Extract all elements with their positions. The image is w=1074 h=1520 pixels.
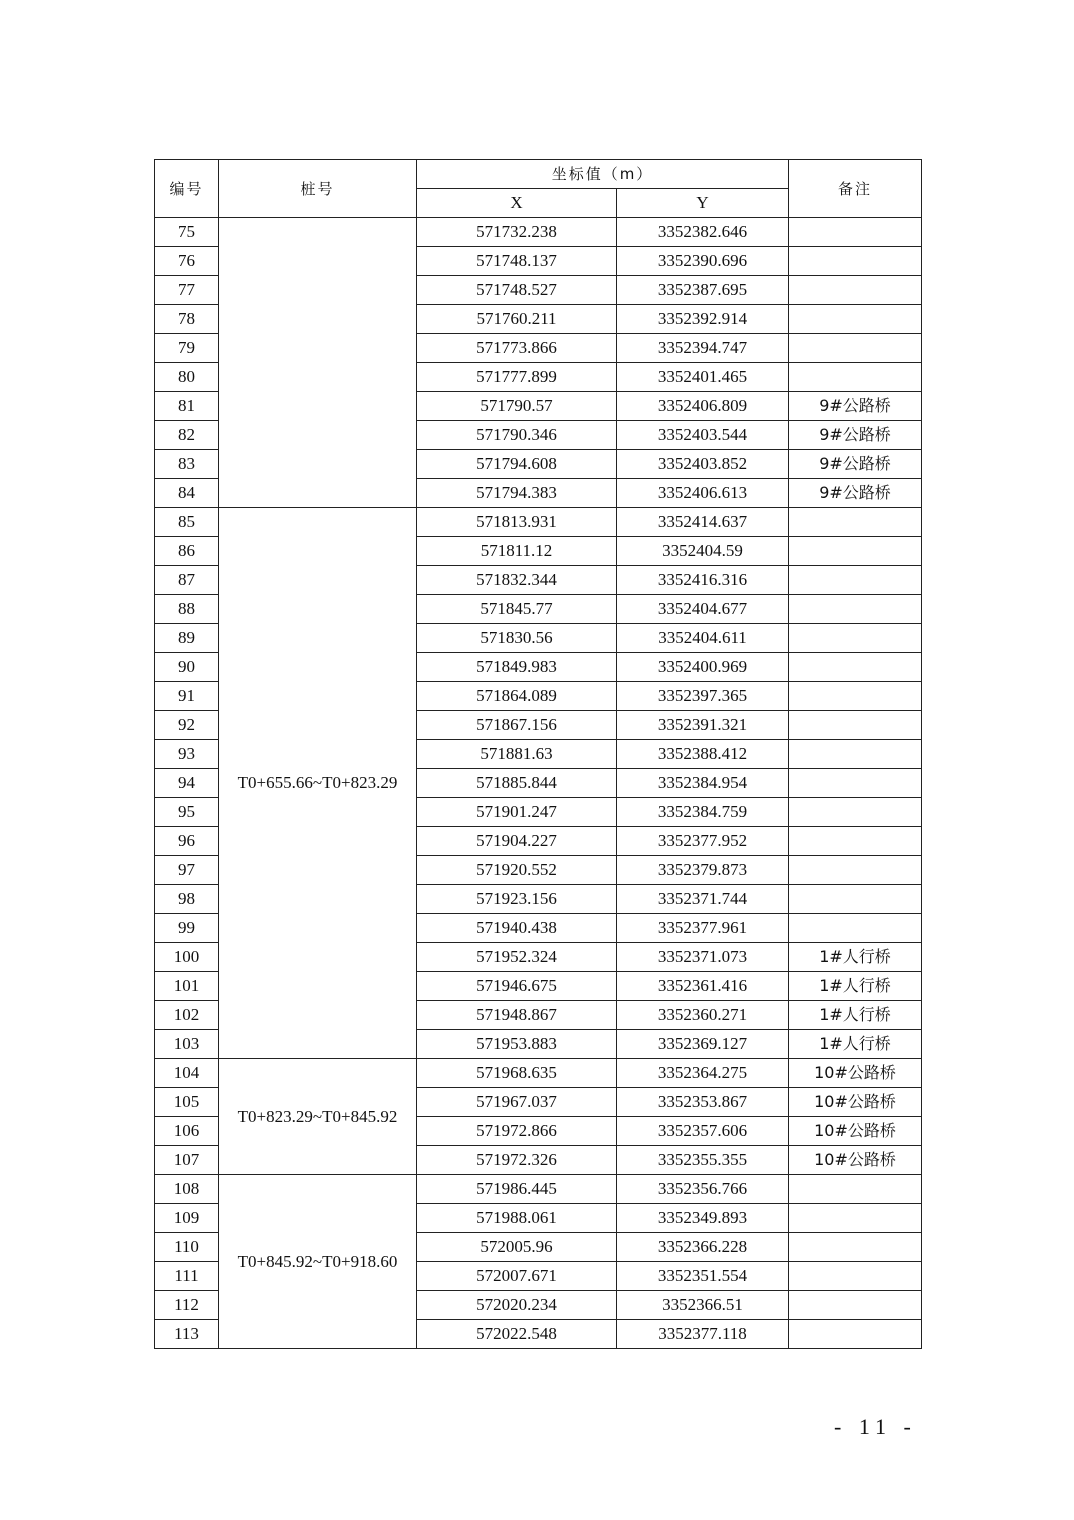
cell-x: 571748.527 xyxy=(417,276,617,305)
cell-note xyxy=(789,1233,922,1262)
cell-y: 3352360.271 xyxy=(617,1001,789,1030)
cell-no: 94 xyxy=(155,769,219,798)
cell-note xyxy=(789,914,922,943)
header-coordinate: 坐标值（m） xyxy=(417,160,789,189)
cell-y: 3352388.412 xyxy=(617,740,789,769)
cell-y: 3352371.744 xyxy=(617,885,789,914)
cell-x: 571777.899 xyxy=(417,363,617,392)
cell-no: 97 xyxy=(155,856,219,885)
cell-note: 9#公路桥 xyxy=(789,392,922,421)
cell-y: 3352397.365 xyxy=(617,682,789,711)
cell-x: 571946.675 xyxy=(417,972,617,1001)
cell-y: 3352391.321 xyxy=(617,711,789,740)
cell-x: 571867.156 xyxy=(417,711,617,740)
cell-note: 10#公路桥 xyxy=(789,1059,922,1088)
cell-no: 101 xyxy=(155,972,219,1001)
cell-x: 571972.866 xyxy=(417,1117,617,1146)
cell-y: 3352382.646 xyxy=(617,218,789,247)
cell-y: 3352406.809 xyxy=(617,392,789,421)
cell-note xyxy=(789,798,922,827)
cell-no: 106 xyxy=(155,1117,219,1146)
cell-note xyxy=(789,218,922,247)
header-x: X xyxy=(417,189,617,218)
header-note: 备注 xyxy=(789,160,922,218)
cell-note: 1#人行桥 xyxy=(789,972,922,1001)
cell-no: 78 xyxy=(155,305,219,334)
cell-x: 572020.234 xyxy=(417,1291,617,1320)
cell-x: 571972.326 xyxy=(417,1146,617,1175)
cell-no: 105 xyxy=(155,1088,219,1117)
cell-no: 87 xyxy=(155,566,219,595)
cell-y: 3352406.613 xyxy=(617,479,789,508)
cell-y: 3352414.637 xyxy=(617,508,789,537)
cell-x: 571794.608 xyxy=(417,450,617,479)
cell-x: 571988.061 xyxy=(417,1204,617,1233)
cell-station xyxy=(219,218,417,508)
cell-x: 572005.96 xyxy=(417,1233,617,1262)
cell-x: 571811.12 xyxy=(417,537,617,566)
cell-note xyxy=(789,1291,922,1320)
cell-note: 9#公路桥 xyxy=(789,450,922,479)
cell-no: 81 xyxy=(155,392,219,421)
cell-note xyxy=(789,769,922,798)
page-number: - 11 - xyxy=(834,1414,917,1439)
cell-y: 3352356.766 xyxy=(617,1175,789,1204)
cell-x: 571845.77 xyxy=(417,595,617,624)
header-no: 编号 xyxy=(155,160,219,218)
cell-station: T0+655.66~T0+823.29 xyxy=(219,508,417,1059)
cell-no: 84 xyxy=(155,479,219,508)
cell-note xyxy=(789,1204,922,1233)
cell-x: 571832.344 xyxy=(417,566,617,595)
cell-no: 107 xyxy=(155,1146,219,1175)
cell-y: 3352387.695 xyxy=(617,276,789,305)
cell-note: 1#人行桥 xyxy=(789,943,922,972)
coordinate-table xyxy=(154,159,922,1349)
cell-y: 3352379.873 xyxy=(617,856,789,885)
cell-x: 571813.931 xyxy=(417,508,617,537)
cell-no: 92 xyxy=(155,711,219,740)
cell-note xyxy=(789,653,922,682)
cell-y: 3352384.954 xyxy=(617,769,789,798)
cell-note: 10#公路桥 xyxy=(789,1088,922,1117)
cell-note xyxy=(789,827,922,856)
cell-no: 88 xyxy=(155,595,219,624)
cell-x: 571920.552 xyxy=(417,856,617,885)
cell-no: 100 xyxy=(155,943,219,972)
cell-note xyxy=(789,885,922,914)
cell-y: 3352416.316 xyxy=(617,566,789,595)
cell-note xyxy=(789,1320,922,1349)
cell-note: 1#人行桥 xyxy=(789,1030,922,1059)
cell-y: 3352369.127 xyxy=(617,1030,789,1059)
table-row xyxy=(155,1059,922,1088)
cell-x: 571953.883 xyxy=(417,1030,617,1059)
cell-note: 9#公路桥 xyxy=(789,479,922,508)
table-row xyxy=(155,508,922,537)
cell-note xyxy=(789,363,922,392)
cell-x: 571864.089 xyxy=(417,682,617,711)
cell-x: 571881.63 xyxy=(417,740,617,769)
cell-note xyxy=(789,276,922,305)
cell-x: 571967.037 xyxy=(417,1088,617,1117)
cell-x: 571885.844 xyxy=(417,769,617,798)
cell-note xyxy=(789,537,922,566)
cell-note xyxy=(789,740,922,769)
cell-no: 103 xyxy=(155,1030,219,1059)
cell-no: 93 xyxy=(155,740,219,769)
cell-y: 3352361.416 xyxy=(617,972,789,1001)
cell-no: 109 xyxy=(155,1204,219,1233)
cell-y: 3352404.611 xyxy=(617,624,789,653)
cell-note xyxy=(789,334,922,363)
cell-no: 80 xyxy=(155,363,219,392)
cell-no: 113 xyxy=(155,1320,219,1349)
cell-x: 571940.438 xyxy=(417,914,617,943)
cell-y: 3352355.355 xyxy=(617,1146,789,1175)
cell-no: 83 xyxy=(155,450,219,479)
header-station: 桩号 xyxy=(219,160,417,218)
cell-no: 89 xyxy=(155,624,219,653)
header-y: Y xyxy=(617,189,789,218)
cell-y: 3352392.914 xyxy=(617,305,789,334)
table-row xyxy=(155,218,922,247)
cell-x: 571923.156 xyxy=(417,885,617,914)
cell-y: 3352349.893 xyxy=(617,1204,789,1233)
cell-y: 3352401.465 xyxy=(617,363,789,392)
cell-y: 3352400.969 xyxy=(617,653,789,682)
cell-x: 571732.238 xyxy=(417,218,617,247)
cell-note xyxy=(789,595,922,624)
cell-x: 572022.548 xyxy=(417,1320,617,1349)
cell-y: 3352394.747 xyxy=(617,334,789,363)
cell-x: 571904.227 xyxy=(417,827,617,856)
cell-x: 571968.635 xyxy=(417,1059,617,1088)
cell-no: 75 xyxy=(155,218,219,247)
cell-note: 10#公路桥 xyxy=(789,1146,922,1175)
cell-x: 571830.56 xyxy=(417,624,617,653)
cell-y: 3352403.852 xyxy=(617,450,789,479)
cell-y: 3352384.759 xyxy=(617,798,789,827)
cell-note: 10#公路桥 xyxy=(789,1117,922,1146)
cell-y: 3352404.59 xyxy=(617,537,789,566)
cell-x: 571790.57 xyxy=(417,392,617,421)
cell-y: 3352353.867 xyxy=(617,1088,789,1117)
cell-x: 571760.211 xyxy=(417,305,617,334)
table-row xyxy=(155,1175,922,1204)
cell-note: 1#人行桥 xyxy=(789,1001,922,1030)
cell-note xyxy=(789,682,922,711)
cell-no: 82 xyxy=(155,421,219,450)
cell-no: 112 xyxy=(155,1291,219,1320)
cell-x: 571773.866 xyxy=(417,334,617,363)
cell-note xyxy=(789,566,922,595)
cell-note xyxy=(789,247,922,276)
cell-x: 571748.137 xyxy=(417,247,617,276)
cell-note xyxy=(789,624,922,653)
cell-y: 3352377.952 xyxy=(617,827,789,856)
cell-no: 86 xyxy=(155,537,219,566)
cell-note xyxy=(789,856,922,885)
cell-no: 90 xyxy=(155,653,219,682)
cell-note xyxy=(789,1175,922,1204)
cell-y: 3352390.696 xyxy=(617,247,789,276)
cell-y: 3352366.228 xyxy=(617,1233,789,1262)
cell-x: 571790.346 xyxy=(417,421,617,450)
cell-y: 3352377.118 xyxy=(617,1320,789,1349)
cell-note: 9#公路桥 xyxy=(789,421,922,450)
cell-no: 85 xyxy=(155,508,219,537)
cell-note xyxy=(789,1262,922,1291)
cell-x: 571901.247 xyxy=(417,798,617,827)
cell-no: 102 xyxy=(155,1001,219,1030)
cell-y: 3352404.677 xyxy=(617,595,789,624)
cell-no: 104 xyxy=(155,1059,219,1088)
cell-no: 76 xyxy=(155,247,219,276)
cell-x: 571948.867 xyxy=(417,1001,617,1030)
cell-x: 571849.983 xyxy=(417,653,617,682)
cell-no: 79 xyxy=(155,334,219,363)
cell-note xyxy=(789,508,922,537)
cell-note xyxy=(789,711,922,740)
cell-station: T0+823.29~T0+845.92 xyxy=(219,1059,417,1175)
cell-no: 110 xyxy=(155,1233,219,1262)
table-body xyxy=(155,218,922,1349)
cell-no: 98 xyxy=(155,885,219,914)
cell-no: 95 xyxy=(155,798,219,827)
cell-no: 77 xyxy=(155,276,219,305)
cell-y: 3352403.544 xyxy=(617,421,789,450)
cell-no: 91 xyxy=(155,682,219,711)
cell-x: 572007.671 xyxy=(417,1262,617,1291)
cell-station: T0+845.92~T0+918.60 xyxy=(219,1175,417,1349)
cell-no: 99 xyxy=(155,914,219,943)
cell-note xyxy=(789,305,922,334)
cell-y: 3352371.073 xyxy=(617,943,789,972)
cell-y: 3352351.554 xyxy=(617,1262,789,1291)
cell-no: 96 xyxy=(155,827,219,856)
cell-y: 3352357.606 xyxy=(617,1117,789,1146)
cell-x: 571952.324 xyxy=(417,943,617,972)
cell-no: 108 xyxy=(155,1175,219,1204)
cell-x: 571794.383 xyxy=(417,479,617,508)
cell-x: 571986.445 xyxy=(417,1175,617,1204)
cell-y: 3352366.51 xyxy=(617,1291,789,1320)
cell-no: 111 xyxy=(155,1262,219,1291)
cell-y: 3352364.275 xyxy=(617,1059,789,1088)
cell-y: 3352377.961 xyxy=(617,914,789,943)
